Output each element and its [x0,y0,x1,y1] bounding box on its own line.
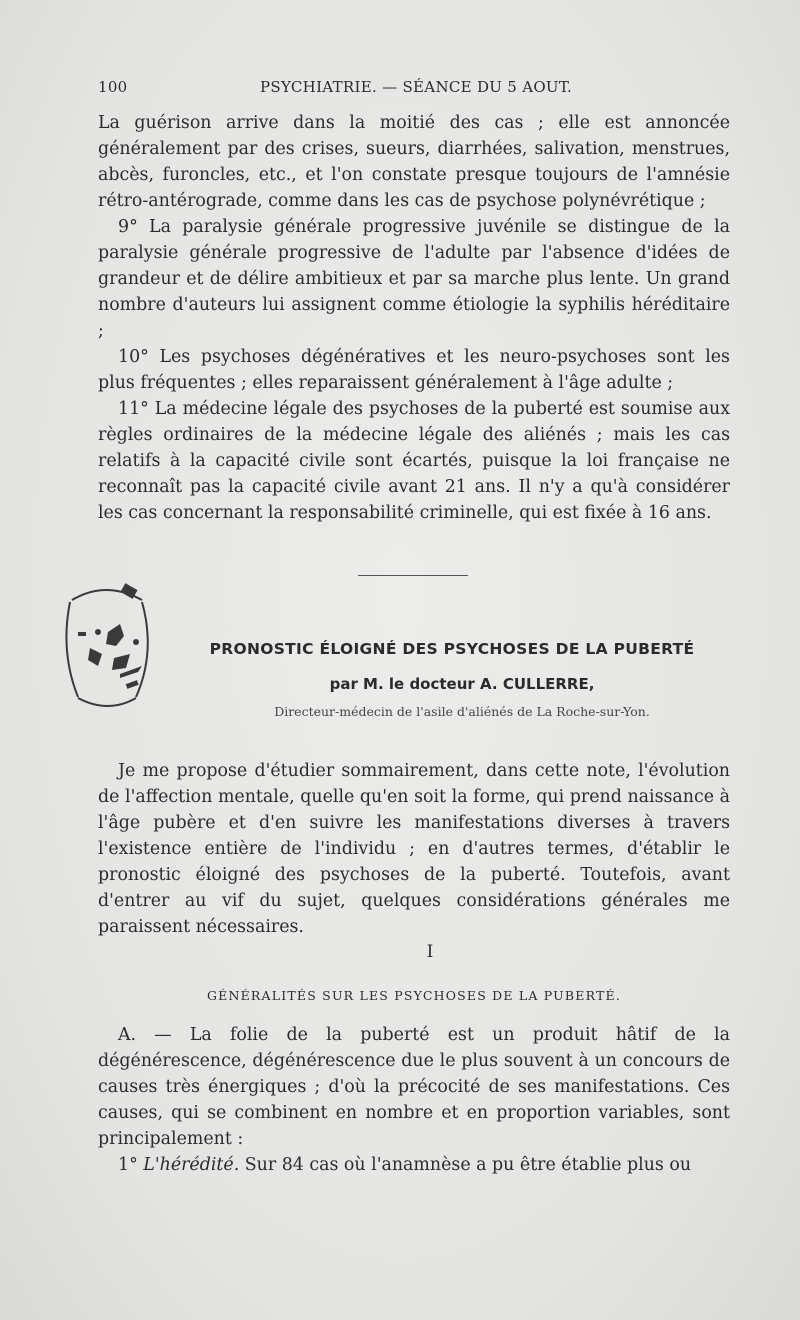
paragraph: 10° Les psychoses dégénératives et les neuro-psychoses sont les plus fréquentes ; elles reparaissent généralement à l'âge adulte ; [98,347,730,393]
library-stamp [50,562,162,722]
page-number: 100 [98,78,128,96]
article-author: par M. le docteur A. CULLERRE, [329,675,595,693]
paragraph: 11° La médecine légale des psychoses de la puberté est soumise aux règles ordinaires de la médecine légale des aliénés ; mais les cas relatifs à la capacité civile sont écartés, puisque la loi française ne reconnaît pas la capacité civile avant 21 ans. Il n'y a qu'à considérer les cas concernant la responsabilité criminelle, qui est fixée à 16 ans. [98,399,730,523]
section-heading: GÉNÉRALITÉS SUR LES PSYCHOSES DE LA PUBERTÉ. [206,988,622,1003]
running-title: PSYCHIATRIE. — SÉANCE DU 5 AOUT. [260,78,573,96]
list-number: 1° [118,1155,144,1175]
section-number: I [426,942,434,962]
paragraph: La guérison arrive dans la moitié des cas ; elle est annoncée généralement par des crises, sueurs, diarrhées, salivation, menstrues, abcès, furoncles, etc., et l'on constate presque toujours de l'amnésie rétro-antérograde, comme dans les cas de psychose polynévrétique ; [98,113,730,211]
paragraph [98,1152,730,1178]
paragraph: 9° La paralysie générale progressive juvénile se distingue de la paralysie générale progressive de l'adulte par l'absence d'idées de grandeur et de délire ambitieux et par sa marche plus lente. Un grand nombre d'auteurs lui assignent comme étiologie la syphilis héréditaire ; [98,217,730,341]
running-header [98,78,728,100]
paragraph: Je me propose d'étudier sommairement, dans cette note, l'évolution de l'affection mentale, quelle qu'en soit la forme, qui prend naissance à l'âge pubère et d'en suivre les manifestations diverses à travers l'existence entière de l'individu ; en d'autres termes, d'établir le pronostic éloigné des psychoses de la puberté. Toutefois, avant d'entrer au vif du sujet, quelques considérations générales me paraissent nécessaires. [98,761,730,937]
section-text [98,1022,730,1178]
article-title: PRONOSTIC ÉLOIGNÉ DES PSYCHOSES DE LA PUBERTÉ [209,640,695,658]
separator-rule [358,575,468,576]
italic-term: L'hérédité. [143,1155,240,1175]
continued-text [98,110,730,526]
paragraph-continuation: Sur 84 cas où l'anamnèse a pu être établie plus ou [239,1155,692,1175]
author-affiliation: Directeur-médecin de l'asile d'aliénés de La Roche-sur-Yon. [274,704,650,719]
paragraph: A. — La folie de la puberté est un produit hâtif de la dégénérescence, dégénérescence due le plus souvent à un concours de causes très énergiques ; d'où la précocité de ses manifestations. Ces causes, qui se combinent en nombre et en proportion variables, sont principalement : [98,1025,730,1149]
introduction [98,758,730,940]
